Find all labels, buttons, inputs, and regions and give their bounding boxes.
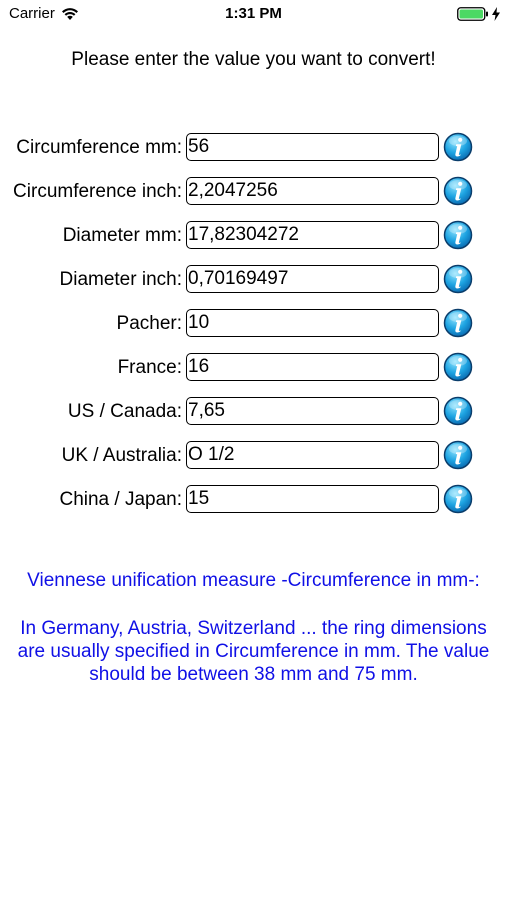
info-icon <box>443 396 473 426</box>
status-time: 1:31 PM <box>225 5 282 22</box>
uk-australia-input[interactable] <box>186 441 439 469</box>
row-us-canada <box>0 397 507 427</box>
info-icon <box>443 176 473 206</box>
info-button[interactable] <box>443 132 473 162</box>
info-icon <box>443 484 473 514</box>
row-diameter-mm <box>0 221 507 251</box>
info-button[interactable] <box>443 308 473 338</box>
info-icon <box>443 352 473 382</box>
info-button[interactable] <box>443 484 473 514</box>
row-label: China / Japan: <box>59 489 182 510</box>
info-button[interactable] <box>443 176 473 206</box>
row-label: Diameter mm: <box>62 225 182 246</box>
charging-bolt-icon <box>491 7 501 21</box>
row-label: Pacher: <box>116 313 182 334</box>
row-label: Diameter inch: <box>59 269 182 290</box>
info-icon <box>443 220 473 250</box>
carrier-label: Carrier <box>9 5 55 22</box>
row-uk-australia <box>0 441 507 471</box>
row-label: US / Canada: <box>67 401 182 422</box>
us-canada-input[interactable] <box>186 397 439 425</box>
row-china-japan <box>0 485 507 515</box>
row-circumference-inch <box>0 177 507 207</box>
pacher-input[interactable] <box>186 309 439 337</box>
france-input[interactable] <box>186 353 439 381</box>
info-button[interactable] <box>443 440 473 470</box>
battery-group <box>457 6 501 22</box>
row-pacher <box>0 309 507 339</box>
info-button[interactable] <box>443 220 473 250</box>
info-icon <box>443 132 473 162</box>
info-icon <box>443 308 473 338</box>
row-label: UK / Australia: <box>61 445 182 466</box>
row-circumference-mm <box>0 133 507 163</box>
circumference-mm-input[interactable] <box>186 133 439 161</box>
row-label: France: <box>117 357 182 378</box>
status-bar <box>0 0 507 28</box>
info-heading: Viennese unification measure -Circumference in mm-: <box>27 570 480 591</box>
china-japan-input[interactable] <box>186 485 439 513</box>
info-description: In Germany, Austria, Switzerland ... the ring dimensions are usually specified in Circumference in mm. The value should be between 38 mm and 75 mm. <box>17 618 490 685</box>
row-label: Circumference inch: <box>13 181 182 202</box>
circumference-inch-input[interactable] <box>186 177 439 205</box>
row-france <box>0 353 507 383</box>
row-label: Circumference mm: <box>16 137 182 158</box>
diameter-inch-input[interactable] <box>186 265 439 293</box>
info-icon <box>443 440 473 470</box>
diameter-mm-input[interactable] <box>186 221 439 249</box>
info-button[interactable] <box>443 264 473 294</box>
info-icon <box>443 264 473 294</box>
info-button[interactable] <box>443 352 473 382</box>
prompt-text: Please enter the value you want to convert! <box>71 49 436 70</box>
battery-icon <box>457 6 489 22</box>
info-button[interactable] <box>443 396 473 426</box>
row-diameter-inch <box>0 265 507 295</box>
